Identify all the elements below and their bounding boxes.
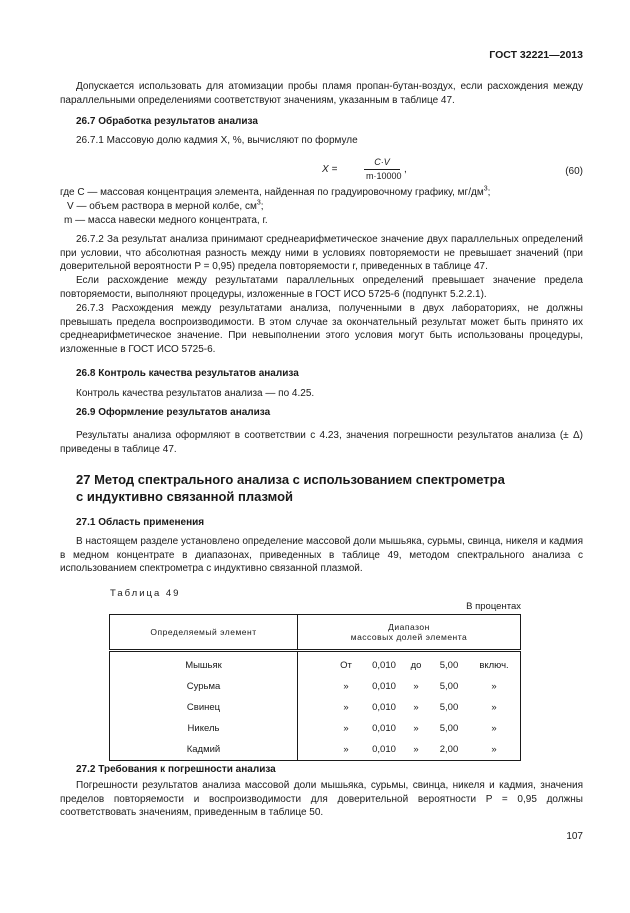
range-low: 0,010 [372,744,396,755]
range-incl: » [491,681,497,692]
table-cell-element: Свинец [110,697,298,718]
paragraph-26-9: Результаты анализа оформляют в соответствии с 4.23, значения погрешности результатов анализа (± Δ) приведены в таблице 47. [60,430,583,455]
table-header-element: Определяемый элемент [110,615,298,651]
range-from: » [343,723,349,734]
range-low: 0,010 [372,681,396,692]
range-incl: » [491,744,497,755]
table-49-unit: В процентах [466,601,521,612]
range-from: От [340,660,352,671]
range-to: » [413,702,419,713]
section-27-heading-line1: 27 Метод спектрального анализа с использованием спектрометра [76,472,505,487]
section-26-8-heading: 26.8 Контроль качества результатов анализа [76,368,299,379]
range-incl: включ. [479,660,509,671]
formula-definitions [60,186,583,228]
standard-header: ГОСТ 32221—2013 [489,49,583,61]
formula-numerator: C·V [374,157,390,167]
paragraph-26-7-2: 26.7.2 За результат анализа принимают среднеарифметическое значение двух параллельных определений при условии, что абсолютная разность между ними в условиях повторяемости не превышает значений (при доверительной вероятности P = 0,95) предела повторяемости r, приведенных в таблице 47. [60,234,583,273]
table-row [110,739,521,761]
section-26-9-heading: 26.9 Оформление результатов анализа [76,407,271,418]
table-cell-range [298,651,521,677]
definition-v: V — объем раствора в мерной колбе, $см^3$; [67,199,264,212]
range-to: » [413,744,419,755]
section-26-7-heading: 26.7 Обработка результатов анализа [76,116,258,127]
table-49 [109,614,521,761]
section-27-heading [60,471,583,505]
section-27-heading-line2: с индуктивно связанной плазмой [76,489,294,504]
formula-comma: , [404,164,407,175]
table-cell-range [298,718,521,739]
formula-lhs: X = [322,164,338,175]
table-cell-range [298,739,521,761]
range-low: 0,010 [372,702,396,713]
table-row [110,651,521,677]
equation-number: (60) [565,166,583,177]
range-low: 0,010 [372,660,396,671]
table-row [110,718,521,739]
table-cell-element: Никель [110,718,298,739]
range-incl: » [491,702,497,713]
range-high: 5,00 [439,660,459,671]
range-to: до [410,660,422,671]
section-27-1-heading: 27.1 Область применения [76,517,205,528]
section-27-2-heading: 27.2 Требования к погрешности анализа [76,764,276,775]
range-high: 5,00 [439,723,459,734]
fraction-bar [364,169,400,170]
range-from: » [343,702,349,713]
range-to: » [413,723,419,734]
range-to: » [413,681,419,692]
definition-m: m — масса навески медного концентрата, г. [64,215,268,226]
table-cell-element: Кадмий [110,739,298,761]
table-cell-range [298,676,521,697]
paragraph-26-7-3: 26.7.3 Расхождения между результатами анализа, полученными в двух лабораториях, не должны превышать предела воспроизводимости. В этом случае за окончательный результат может быть принято их среднеарифметическое значение. При невыполнении этого условия могут быть использованы процедуры, изложенные в ГОСТ ИСО 5725-6. [60,303,583,355]
range-incl: » [491,723,497,734]
range-from: » [343,744,349,755]
paragraph-26-8: Контроль качества результатов анализа — по 4.25. [76,388,315,399]
range-high: 5,00 [439,681,459,692]
range-high: 2,00 [439,744,459,755]
table-cell-range [298,697,521,718]
page-number: 107 [566,831,583,842]
formula-60 [60,156,583,184]
paragraph-27-1: В настоящем разделе установлено определение массовой доли мышьяка, сурьмы, свинца, никеля и кадмия в медном концентрате в диапазонах, приведенных в таблице 49, методом спектрального анализа с использованием спектрометра с индуктивно связанной плазмой. [60,536,583,575]
table-49-caption: Таблица 49 [110,588,181,599]
table-row [110,697,521,718]
paragraph-27-2: Погрешности результатов анализа массовой доли мышьяка, сурьмы, свинца, никеля и кадмия, значения пределов повторяемости и воспроизводимости для доверительной вероятности P = 0,95 должны соответствовать значениям, приведенным в таблице 50. [60,780,583,819]
range-from: » [343,681,349,692]
table-cell-element: Сурьма [110,676,298,697]
definition-c: где C — массовая концентрация элемента, найденная по градуировочному графику, $мг/дм^3$; [60,185,491,198]
formula-denominator: m·10000 [366,171,402,181]
paragraph-26-7-1: 26.7.1 Массовую долю кадмия X, %, вычисляют по формуле [76,135,358,146]
table-row [110,676,521,697]
paragraph-repeatability: Если расхождение между результатами параллельных определений превышает значение предела повторяемости, выполняют процедуры, изложенные в ГОСТ ИСО 5725-6 (подпункт 5.2.2.1). [60,275,583,300]
table-cell-element: Мышьяк [110,651,298,677]
table-header-range: Диапазон массовых долей элемента [298,615,521,651]
range-high: 5,00 [439,702,459,713]
range-low: 0,010 [372,723,396,734]
intro-paragraph: Допускается использовать для атомизации пробы пламя пропан-бутан-воздух, если расхождения между параллельными определениями соответствуют значениям, указанным в таблице 47. [60,81,583,106]
